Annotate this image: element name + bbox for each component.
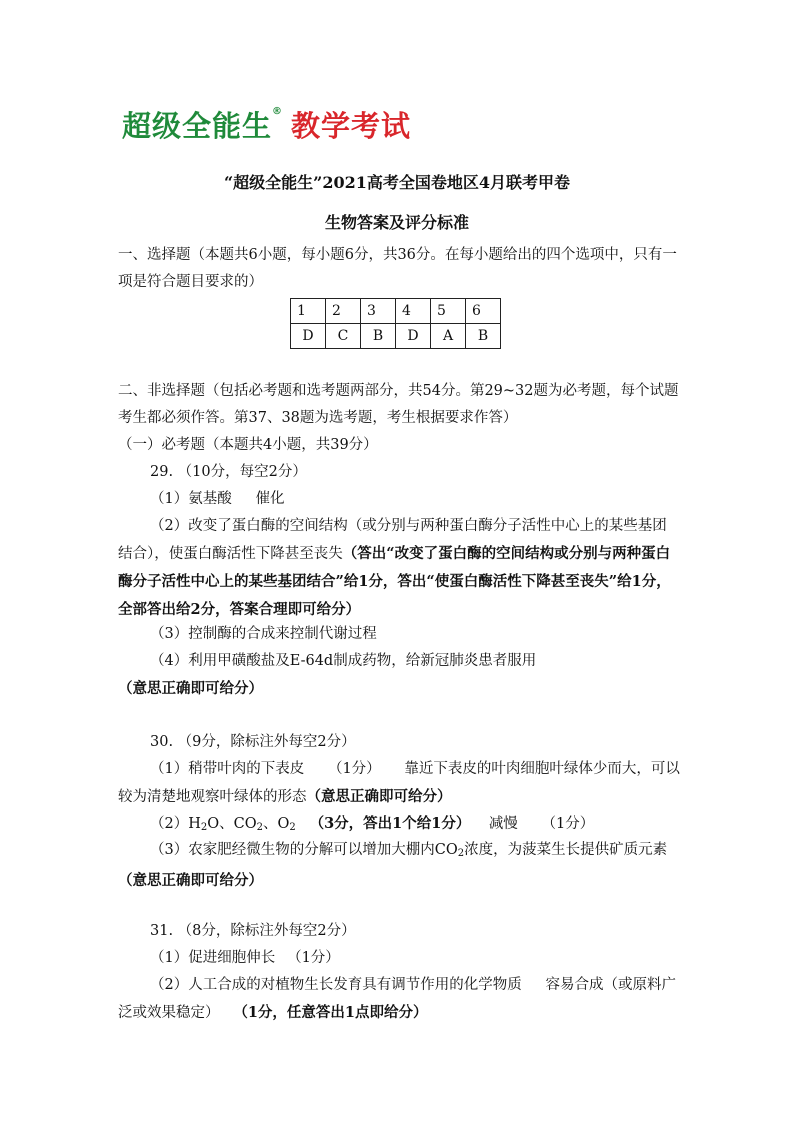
- table-cell: 3: [361, 299, 396, 324]
- q30-answer-1-text: （1）稍带叶肉的下表皮 （1分） 靠近下表皮的叶肉细胞叶绿体少而大，可以较为清楚地观察叶绿体的形态: [118, 761, 680, 805]
- q30-answer-3: [118, 837, 680, 895]
- q29-heading: 29. （10分，每空2分）: [150, 464, 307, 480]
- answer-table-numbers-row: [291, 299, 501, 324]
- q31-heading: 31. （8分，除标注外每空2分）: [150, 923, 356, 939]
- table-cell: 5: [431, 299, 466, 324]
- q30-heading: 30. （9分，除标注外每空2分）: [150, 734, 356, 750]
- table-cell: 1: [291, 299, 326, 324]
- q30-answer-2-grading: （3分，答出1个给1分）: [309, 815, 471, 832]
- subscript: 2: [200, 822, 208, 833]
- logo-suffix: 教学考试: [291, 109, 412, 143]
- q31-answer-2: [118, 972, 680, 1027]
- q30-answer-3-text: （3）农家肥经微生物的分解可以增加大棚内CO: [150, 842, 458, 858]
- required-section-heading: （一）必考题（本题共4小题，共39分）: [118, 437, 378, 453]
- q29-answer-2-grading: （答出“改变了蛋白酶的空间结构或分别与两种蛋白酶分子活性中心上的某些基团结合”给1分，答出“使蛋白酶活性下降甚至丧失”给1分，全部答出给2分，答案合理即可给分）: [118, 545, 671, 618]
- q30-answer-1: [118, 756, 680, 811]
- table-cell: 6: [466, 299, 501, 324]
- q29-answer-4: [118, 648, 680, 703]
- table-cell: 2: [326, 299, 361, 324]
- section2-heading: 二、非选择题（包括必考题和选考题两部分，共54分。第29~32题为必考题，每个试题考生都必须作答。第37、38题为选考题，考生根据要求作答）: [118, 383, 679, 426]
- q30-answer-2-text: O、CO: [207, 816, 257, 832]
- q30-answer-2-tail: 减慢 （1分）: [488, 816, 595, 832]
- q31-answer-1: （1）促进细胞伸长 （1分）: [150, 950, 340, 966]
- subscript: 2: [256, 822, 263, 833]
- q30-answer-2-text: 、O: [263, 816, 290, 832]
- logo-registered-mark: ®: [272, 106, 284, 117]
- page-subtitle: 生物答案及评分标准: [324, 213, 469, 232]
- logo: [122, 104, 411, 144]
- table-cell: D: [396, 324, 431, 349]
- answer-table: [290, 298, 501, 349]
- q30-answer-2-text: （2）H: [150, 816, 201, 832]
- table-cell: D: [291, 324, 326, 349]
- logo-brand: 超级全能生: [122, 109, 273, 143]
- answer-table-answers-row: [291, 324, 501, 349]
- subscript: 2: [457, 848, 465, 859]
- q29-answer-1: （1）氨基酸 催化: [150, 491, 285, 507]
- subscript: 2: [289, 822, 296, 833]
- q31-answer-2-text: （2）人工合成的对植物生长发育具有调节作用的化学物质 容易合成（或原料广泛或效果稳定）: [118, 977, 676, 1021]
- q29-answer-2-text: （2）改变了蛋白酶的空间结构（或分别与两种蛋白酶分子活性中心上的某些基团结合），使蛋白酶活性下降甚至丧失: [118, 518, 667, 562]
- q30-answer-1-grading: （意思正确即可给分）: [306, 788, 452, 805]
- q30-answer-3-text: 浓度，为菠菜生长提供矿质元素: [464, 842, 668, 858]
- q30-answer-3-grading: （意思正确即可给分）: [118, 872, 263, 889]
- q29-answer-3: （3）控制酶的合成来控制代谢过程: [150, 626, 377, 642]
- table-cell: B: [466, 324, 501, 349]
- q29-answer-4-text: （4）利用甲磺酸盐及E-64d制成药物，给新冠肺炎患者服用: [150, 653, 537, 669]
- table-cell: 4: [396, 299, 431, 324]
- page-title: “超级全能生”2021高考全国卷地区4月联考甲卷: [223, 173, 571, 192]
- table-cell: B: [361, 324, 396, 349]
- section1-heading: 一、选择题（本题共6小题，每小题6分，共36分。在每小题给出的四个选项中，只有一项是符合题目要求的）: [118, 247, 677, 290]
- q29-answer-4-grading: （意思正确即可给分）: [118, 680, 263, 697]
- q31-answer-2-grading: （1分，任意答出1点即给分）: [233, 1004, 428, 1021]
- table-cell: C: [326, 324, 361, 349]
- table-cell: A: [431, 324, 466, 349]
- q29-answer-2: [118, 513, 680, 624]
